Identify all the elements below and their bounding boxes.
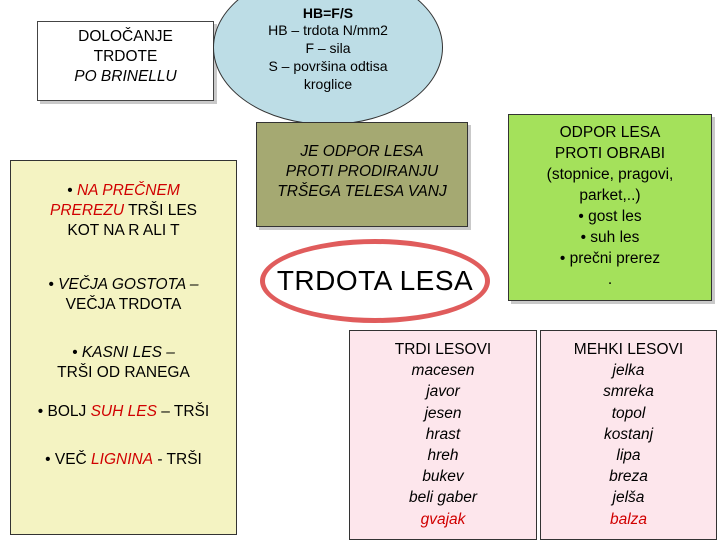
wear-line-1: ODPOR LESA [559, 124, 661, 141]
wear-line-2: PROTI OBRABI [554, 145, 666, 162]
formula-ellipse [213, 0, 443, 125]
wear-bullet-2: • suh les [580, 229, 640, 246]
density-line-2: VEČJA TRDOTA [65, 296, 182, 313]
definition-line-1: JE ODPOR LESA [300, 143, 424, 160]
list-item: javor [426, 383, 460, 401]
list-item-highlight: gvajak [420, 510, 466, 528]
properties-panel [10, 160, 237, 535]
brinell-line-2: TRDOTE [93, 48, 158, 65]
wood-hardness-title [260, 239, 490, 323]
lignin-highlight: LIGNINA [91, 451, 154, 468]
list-item: hrast [425, 425, 461, 443]
cross-section-text-2: PREREZU [49, 202, 125, 219]
definition-line-3: TRŠEGA TELESA VANJ [277, 183, 447, 200]
definition-line-2: PROTI PRODIRANJU [285, 163, 439, 180]
latewood-line-2: TRŠI OD RANEGA [57, 364, 190, 381]
list-item: beli gaber [408, 489, 478, 507]
property-latewood [11, 343, 236, 383]
center-title-text: TRDOTA LESA [276, 265, 474, 296]
bullet: • [67, 182, 77, 199]
wear-line-8: . [607, 271, 613, 288]
dry-wood-highlight: SUH LES [90, 403, 157, 420]
dry-wood-lead: • BOLJ [37, 403, 91, 420]
property-cross-section [11, 181, 236, 241]
wear-line-3: (stopnice, pragovi, [546, 166, 674, 183]
latewood-line-1: • KASNI LES – [72, 344, 175, 361]
property-lignin [11, 450, 236, 470]
soft-woods-list [540, 330, 717, 540]
dry-wood-rest: – TRŠI [156, 403, 210, 420]
wear-resistance-box [508, 114, 712, 301]
list-item: smreka [603, 383, 654, 401]
formula-title: HB=F/S [302, 5, 354, 21]
list-item: topol [611, 404, 646, 422]
list-item: breza [609, 468, 648, 486]
lignin-lead: • VEČ [45, 451, 92, 468]
lignin-rest: - TRŠI [153, 451, 202, 468]
hard-woods-list [349, 330, 537, 540]
density-line-1: • VEČJA GOSTOTA – [48, 276, 199, 293]
hard-woods-title: TRDI LESOVI [394, 341, 492, 358]
list-item-highlight: balza [609, 510, 648, 528]
list-item: jelša [612, 489, 645, 507]
list-item: jesen [424, 404, 462, 422]
list-item: hreh [427, 447, 459, 465]
list-item: macesen [411, 362, 475, 380]
cross-section-text: NA PREČNEM [76, 182, 180, 199]
formula-line-4: kroglice [303, 76, 353, 92]
list-item: lipa [616, 447, 641, 465]
formula-line-1: HB – trdota N/mm2 [268, 22, 388, 38]
list-item: jelka [612, 362, 645, 380]
wear-line-4: parket,..) [579, 187, 641, 204]
property-dry-wood [11, 402, 236, 422]
formula-line-3: S – površina odtisa [268, 58, 388, 74]
wear-bullet-1: • gost les [578, 208, 642, 225]
list-item: kostanj [603, 425, 654, 443]
definition-box [256, 122, 468, 227]
brinell-method-box [37, 21, 214, 101]
wear-bullet-3: • prečni prerez [559, 250, 661, 267]
brinell-line-1: DOLOČANJE [78, 28, 173, 45]
property-density [11, 275, 236, 315]
soft-woods-title: MEHKI LESOVI [573, 341, 684, 358]
harder-wood-text: TRŠI LES [124, 202, 197, 219]
list-item: bukev [422, 468, 464, 486]
formula-line-2: F – sila [305, 40, 351, 56]
property-cross-section-line-3: KOT NA R ALI T [67, 222, 180, 239]
brinell-line-3: PO BRINELLU [74, 68, 177, 85]
